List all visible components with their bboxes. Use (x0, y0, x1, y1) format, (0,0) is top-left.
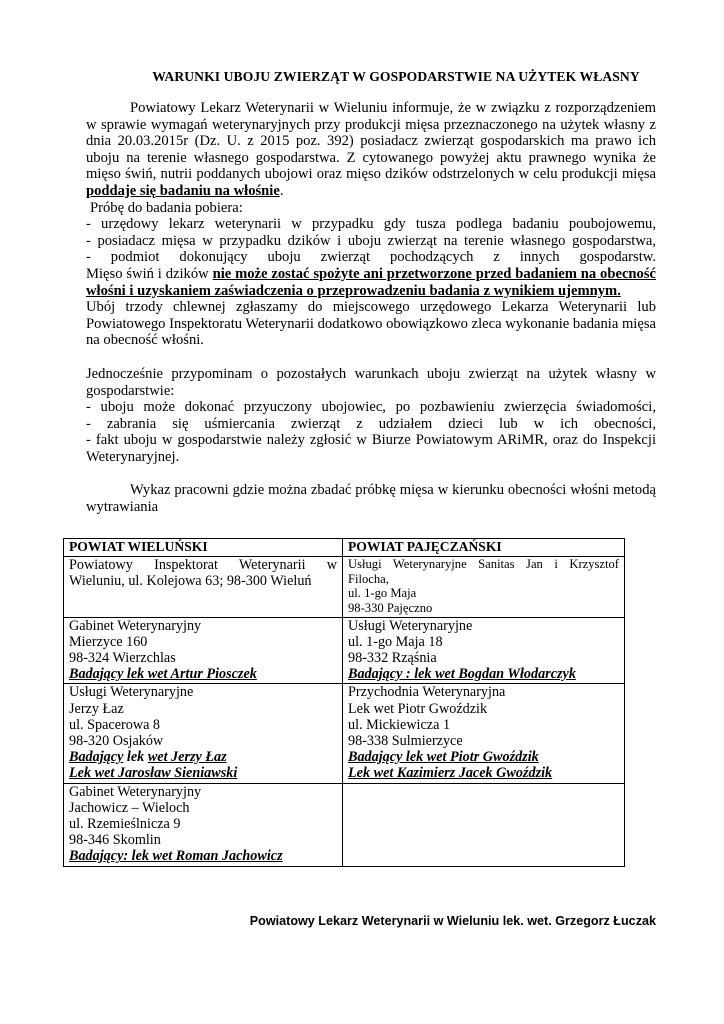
reminder-item: - zabrania się uśmiercania zwierząt z udziałem dzieci lub w ich obecności, (86, 415, 656, 432)
lab-line: Gabinet Weterynaryjny (69, 783, 202, 800)
lab-examiner: Lek wet Jarosław Sieniawski (69, 765, 238, 782)
intro-end: . (279, 182, 284, 199)
paragraph-gap (86, 349, 656, 366)
table-row (64, 684, 625, 783)
lab-line: Usługi Weterynaryjne (348, 617, 473, 634)
lab-line: Usługi Weterynaryjne Sanitas Jan i Krzysztof (348, 557, 619, 572)
lab-line: 98-338 Sulmierzyce (348, 733, 463, 749)
lab-line: Jerzy Łaz (69, 700, 124, 717)
header-wielunski: POWIAT WIELUŃSKI (64, 539, 343, 557)
lab-line: 98-324 Wierzchlas (69, 649, 176, 666)
lab-cell (343, 557, 625, 617)
lab-line: ul. 1-go Maja 18 (348, 633, 443, 650)
warning-paragraph (86, 266, 656, 299)
lab-line: Filocha, (348, 571, 389, 586)
lab-line: Mierzyce 160 (69, 633, 148, 650)
lab-line: Wieluniu, ul. Kolejowa 63; 98-300 Wieluń (69, 573, 312, 590)
lab-line: Lek wet Piotr Gwoździk (348, 700, 488, 717)
table-row (64, 617, 625, 684)
lab-examiner: Lek wet Kazimierz Jacek Gwoździk (348, 765, 553, 782)
lab-line: Jachowicz – Wieloch (69, 799, 190, 816)
lab-line: ul. 1-go Maja (348, 586, 417, 601)
lab-cell (64, 783, 343, 866)
labs-table (63, 538, 625, 867)
empty-lab-cell (343, 783, 625, 866)
intro-paragraph (86, 100, 656, 200)
lab-line: ul. Mickiewicza 1 (348, 716, 451, 733)
examiner-part: lek (126, 749, 145, 766)
lab-cell (64, 617, 343, 684)
lab-line: ul. Rzemieślnicza 9 (69, 816, 181, 833)
lab-line: Gabinet Weterynaryjny (69, 617, 202, 634)
lab-line: Przychodnia Weterynaryjna (348, 684, 506, 701)
table-row (64, 783, 625, 866)
lab-line: 98-346 Skomlin (69, 832, 161, 849)
table-header-row (64, 539, 625, 557)
document-body (86, 100, 656, 516)
lab-cell (343, 684, 625, 783)
collector-item: - urzędowy lekarz weterynarii w przypadku gdy tusza podlega badaniu poubojowemu, (86, 216, 656, 233)
signature: Powiatowy Lekarz Weterynarii w Wieluniu lek. wet. Grzegorz Łuczak (249, 914, 656, 928)
intro-text: Powiatowy Lekarz Weterynarii w Wieluniu informuje, że w związku z rozporządzeniem w sprawie wymagań weterynaryjnych przy produkcji mięsa przeznaczonego na użytek własny z dnia 20.03.2015r (Dz. U. z 2015 poz. 392) posiadacz zwierząt gospodarskich ma prawo ich uboju na terenie własnego gospodarstwa. Z cytowanego powyżej aktu prawnego wynika że mięso świń, nutrii poddanych ubojowi oraz mięso dzików odstrzelonych w celu produkcji mięsa (86, 100, 656, 183)
lab-examiner: Badający : lek wet Bogdan Włodarczyk (348, 666, 576, 683)
lab-line: Usługi Weterynaryjne (69, 684, 194, 701)
intro-emphasis: poddaje się badaniu na włośnie (86, 182, 280, 199)
lab-line: Powiatowy Inspektorat Weterynarii w (69, 557, 337, 574)
collector-item: - podmiot dokonujący uboju zwierząt pochodzących z innych gospodarstw. (86, 249, 656, 266)
collector-item: - posiadacz mięsa w przypadku dzików i uboju zwierząt na terenie własnego gospodarstwa, (86, 232, 656, 249)
lab-examiner (69, 749, 337, 765)
header-pajeczanski: POWIAT PAJĘCZAŃSKI (343, 539, 625, 557)
reminder-item: - uboju może dokonać przyuczony ubojowiec, po pozbawieniu zwierzęcia świadomości, (86, 399, 656, 416)
reminder-heading: Jednocześnie przypominam o pozostałych warunkach uboju zwierząt na użytek własny w gospodarstwie: (86, 365, 656, 399)
examiner-part: Badający (69, 749, 124, 766)
warning-emphasis: nie może zostać spożyte ani przetworzone przed badaniem na obecność włośni i uzyskaniem zaświadczenia o przeprowadzeniu badania z wynikiem ujemnym. (86, 265, 656, 299)
lab-examiner: Badający lek wet Artur Piosczek (69, 666, 257, 683)
collectors-heading: Próbę do badania pobiera: (90, 199, 243, 216)
lab-line: 98-332 Rząśnia (348, 649, 437, 666)
labs-intro: Wykaz pracowni gdzie można zbadać próbkę mięsa w kierunku obecności włośni metodą wytrawiania (86, 482, 656, 516)
reminder-item: - fakt uboju w gospodarstwie należy zgłosić w Biurze Powiatowym ARiMR, oraz do Inspekcji Weterynaryjnej. (86, 432, 656, 465)
lab-line: 98-320 Osjaków (69, 733, 164, 749)
lab-cell (64, 684, 343, 783)
pig-slaughter-paragraph: Ubój trzody chlewnej zgłaszamy do miejscowego urzędowego Lekarza Weterynarii lub Powiatowego Inspektoratu Weterynarii dodatkowo obowiązkowo zleca wykonanie badania mięsa na obecność włośni. (86, 299, 656, 349)
examiner-part: wet Jerzy Łaz (147, 749, 227, 766)
lab-line: ul. Spacerowa 8 (69, 716, 161, 733)
warning-lead: Mięso świń i dzików (86, 265, 209, 282)
lab-examiner: Badający: lek wet Roman Jachowicz (69, 848, 283, 865)
lab-cell (343, 617, 625, 684)
paragraph-gap (86, 465, 656, 482)
page-title: WARUNKI UBOJU ZWIERZĄT W GOSPODARSTWIE NA UŻYTEK WŁASNY (152, 69, 640, 84)
table-row (64, 557, 625, 617)
lab-line: 98-330 Pajęczno (348, 600, 433, 615)
lab-examiner: Badający lek wet Piotr Gwoździk (348, 749, 539, 766)
lab-cell (64, 557, 343, 617)
